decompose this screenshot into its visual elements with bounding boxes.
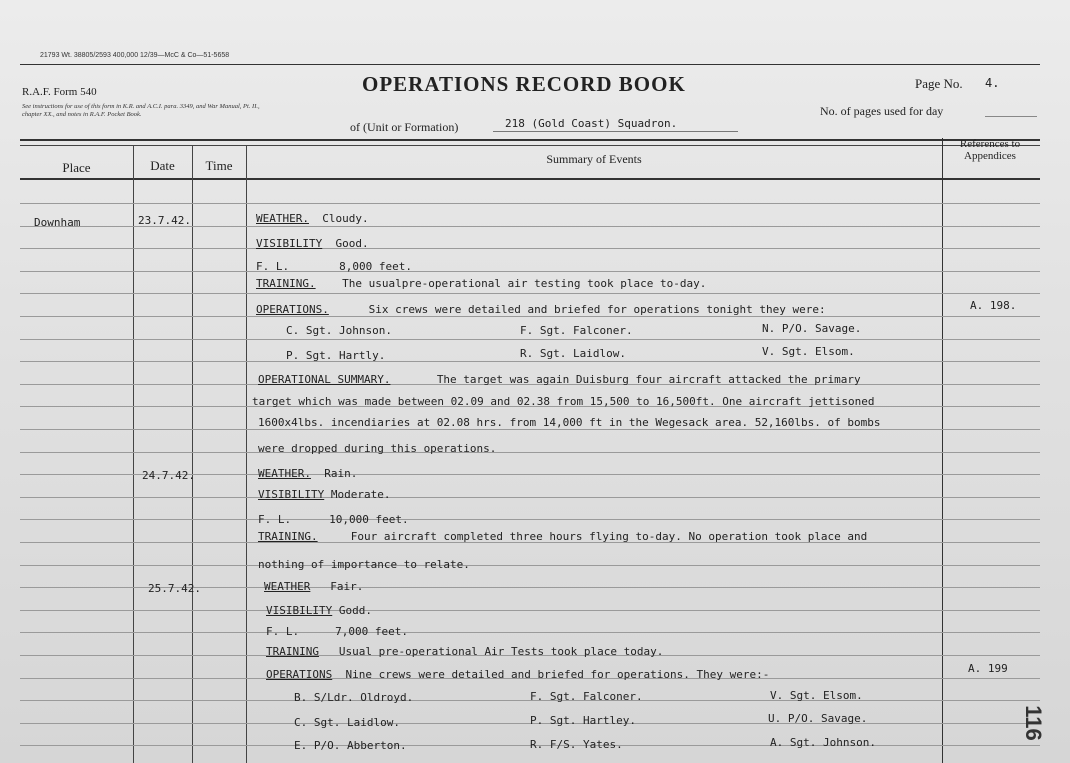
crew-entry: C. Sgt. Johnson.	[286, 324, 392, 337]
ruled-line	[20, 519, 1040, 520]
crew-entry: V. Sgt. Elsom.	[762, 345, 855, 358]
summary-line: TRAINING. Four aircraft completed three hours flying to-day. No operation took place and	[258, 530, 868, 543]
page-number-value: 4.	[985, 76, 1000, 90]
place-value: Downham	[34, 216, 81, 229]
page-stamp-number: 116	[1020, 705, 1046, 741]
summary-line: WEATHER. Rain.	[258, 467, 358, 480]
summary-line: OPERATIONS. Six crews were detailed and briefed for operations tonight they were:	[256, 303, 826, 316]
crew-entry: R. Sgt. Laidlow.	[520, 347, 626, 360]
crew-entry: F. Sgt. Falconer.	[520, 324, 633, 337]
ruled-line	[20, 203, 1040, 204]
summary-line: F. L. 7,000 feet.	[266, 625, 408, 638]
ruled-line	[20, 339, 1040, 340]
crew-entry: F. Sgt. Falconer.	[530, 690, 643, 703]
summary-line: TRAINING Usual pre-operational Air Tests took place today.	[266, 645, 664, 658]
ruled-line	[20, 497, 1040, 498]
ruled-line	[20, 248, 1040, 249]
ruled-line	[20, 316, 1040, 317]
col-time: Time	[205, 158, 233, 173]
ruled-line	[20, 565, 1040, 566]
crew-entry: P. Sgt. Hartley.	[530, 714, 636, 727]
summary-line: WEATHER Fair.	[264, 580, 364, 593]
ruled-line	[20, 610, 1040, 611]
page-number-label: Page No.	[915, 76, 963, 91]
col-references: References to Appendices	[959, 138, 1021, 162]
unit-value: 218 (Gold Coast) Squadron.	[505, 117, 678, 130]
pages-used-label: No. of pages used for day	[820, 104, 944, 118]
date-value: 24.7.42.	[142, 469, 195, 482]
ruled-line	[20, 632, 1040, 633]
ruled-line	[20, 293, 1040, 294]
summary-line: F. L. 8,000 feet.	[256, 260, 412, 273]
summary-line: were dropped during this operations.	[258, 442, 497, 455]
ruled-line	[20, 429, 1040, 430]
crew-entry: C. Sgt. Laidlow.	[294, 716, 400, 729]
col-summary: Summary of Events	[546, 152, 642, 166]
page-title: OPERATIONS RECORD BOOK	[362, 72, 686, 96]
crew-entry: B. S/Ldr. Oldroyd.	[294, 691, 414, 704]
summary-line: nothing of importance to relate.	[258, 558, 470, 571]
summary-line: VISIBILITY Godd.	[266, 604, 372, 617]
ruled-line	[20, 452, 1040, 453]
summary-line: F. L. 10,000 feet.	[258, 513, 409, 526]
form-instructions: See instructions for use of this form in K.R. and A.C.I. para. 3349, and War Manual, Pt. II., chapter XX., and notes in R.A.F. Pocket Book.	[22, 103, 260, 118]
summary-line: OPERATIONS Nine crews were detailed and briefed for operations. They were:-	[266, 668, 770, 681]
ruled-line	[20, 271, 1040, 272]
crew-entry: P. Sgt. Hartly.	[286, 349, 386, 362]
crew-entry: E. P/O. Abberton.	[294, 739, 407, 752]
appendix-reference: A. 199	[968, 662, 1008, 675]
crew-entry: V. Sgt. Elsom.	[770, 689, 863, 702]
summary-line: VISIBILITY Moderate.	[258, 488, 391, 501]
unit-label: of (Unit or Formation)	[350, 120, 459, 134]
form-number: R.A.F. Form 540	[22, 86, 97, 98]
date-value: 25.7.42.	[148, 582, 201, 595]
summary-line: target which was made between 02.09 and 02.38 from 15,500 to 16,500ft. One aircraft jettisoned	[252, 395, 875, 408]
col-date: Date	[150, 158, 175, 173]
crew-entry: N. P/O. Savage.	[762, 322, 862, 335]
ruled-line	[20, 361, 1040, 362]
summary-line: 1600x4lbs. incendiaries at 02.08 hrs. from 14,000 ft in the Wegesack area. 52,160lbs. of bombs	[258, 416, 881, 429]
print-code: 21793 Wt. 38805/2593 400,000 12/39—McC & Co—51-5658	[40, 52, 230, 59]
date-value: 23.7.42.	[138, 214, 191, 227]
crew-entry: A. Sgt. Johnson.	[770, 736, 876, 749]
crew-entry: R. F/S. Yates.	[530, 738, 623, 751]
summary-line: OPERATIONAL SUMMARY. The target was again Duisburg four aircraft attacked the primary	[258, 373, 861, 386]
summary-line: WEATHER. Cloudy.	[256, 212, 369, 225]
crew-entry: U. P/O. Savage.	[768, 712, 868, 725]
summary-line: TRAINING. The usualpre-operational air testing took place to-day.	[256, 277, 707, 290]
col-place: Place	[62, 160, 91, 175]
appendix-reference: A. 198.	[970, 299, 1017, 312]
summary-line: VISIBILITY Good.	[256, 237, 369, 250]
